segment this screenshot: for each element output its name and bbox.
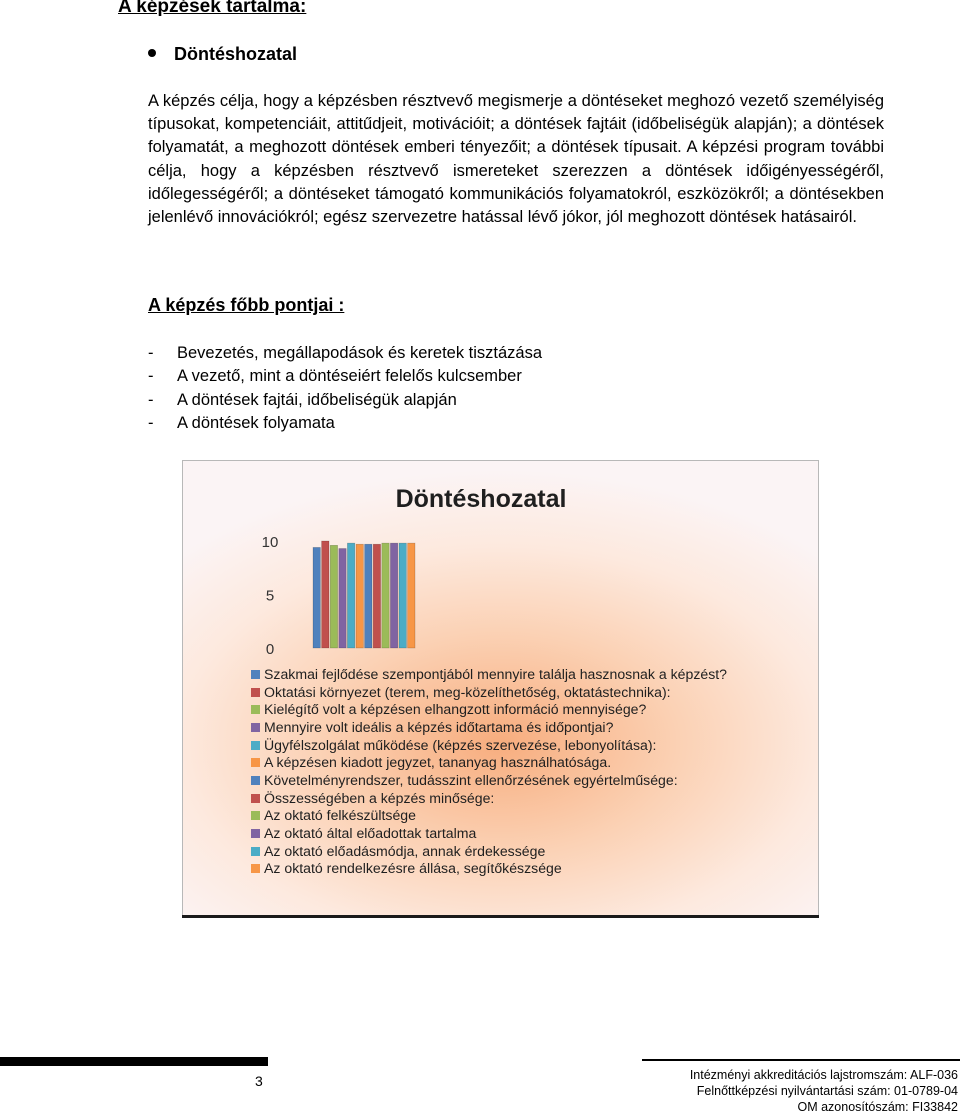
legend-label: A képzésen kiadott jegyzet, tananyag használhatósága.	[264, 754, 612, 771]
legend-item	[251, 701, 727, 719]
legend-swatch	[251, 776, 260, 785]
legend-label: Összességében a képzés minősége:	[264, 789, 495, 806]
section-heading: A képzések tartalma:	[118, 0, 307, 17]
footer-line: OM azonosítószám: FI33842	[797, 1100, 958, 1114]
main-point-item	[148, 412, 542, 435]
bullet-dot-icon	[148, 49, 156, 57]
y-tick-label: 10	[261, 534, 279, 551]
dash-marker: -	[148, 390, 154, 409]
footer-line: Felnőttképzési nyilvántartási szám: 01-0789-04	[696, 1084, 958, 1098]
chart-container	[182, 460, 819, 916]
chart-bar	[382, 543, 389, 648]
legend-label: Ügyfélszolgálat működése (képzés szervezése, lebonyolítása):	[264, 736, 657, 753]
legend-item	[251, 807, 727, 825]
legend-item	[251, 843, 727, 861]
dash-marker: -	[148, 344, 154, 362]
legend-item	[251, 719, 727, 737]
chart-bar	[365, 544, 372, 648]
legend-swatch	[251, 811, 260, 820]
main-point-item	[148, 342, 542, 365]
main-point-text: Bevezetés, megállapodások és keretek tisztázása	[177, 344, 543, 362]
legend-item	[251, 772, 727, 790]
chart-bar	[390, 543, 397, 648]
legend-item	[251, 684, 727, 702]
y-tick-label: 5	[265, 587, 275, 605]
chart-bar	[399, 543, 406, 648]
dash-marker: -	[148, 367, 154, 386]
legend-label: Kielégítő volt a képzésen elhangzott információ mennyisége?	[264, 701, 647, 718]
legend-item	[251, 754, 727, 772]
legend-label: Követelményrendszer, tudásszint ellenőrzésének egyértelműsége:	[264, 771, 678, 788]
main-point-text: A vezető, mint a döntéseiért felelős kulcsember	[177, 367, 522, 386]
topic-title: Döntéshozatal	[174, 44, 298, 64]
chart-bar	[347, 543, 354, 648]
legend-swatch	[251, 705, 260, 714]
description-paragraph: A képzés célja, hogy a képzésben résztvevő megismerje a döntéseket meghozó vezető személyiség típusokat, kompetenciáit, attitűdjeit, motivációit; a döntések fajtáit (időbeliségük alapján); a döntések folyamatát, a meghozott döntések emberi tényezőit; a döntések típusait. A képzési program további célja, hogy a képzésben résztvevő ismereteket szerezzen a döntések időigényességéről, időlegességéről; a döntéseket támogató kommunikációs folyamatokról, eszközökről; a döntésekben jelenlévő innovációkról; egész szervezetre hatással lévő jókor, jól meghozott döntések hatásairól.	[148, 92, 884, 227]
legend-label: Az oktató által előadottak tartalma	[264, 824, 477, 841]
chart-bar	[330, 545, 337, 648]
page-number: 3	[255, 1073, 263, 1089]
footer-line: Intézményi akkreditációs lajstromszám: ALF-036	[689, 1068, 958, 1082]
dash-marker: -	[148, 413, 154, 432]
legend-swatch	[251, 688, 260, 697]
legend-label: Szakmai fejlődése szempontjából mennyire találja hasznosnak a képzést?	[264, 666, 728, 682]
chart-title: Döntéshozatal	[395, 485, 567, 513]
main-points-title: A képzés főbb pontjai :	[148, 295, 345, 315]
chart-bar	[339, 549, 346, 649]
chart-legend	[251, 666, 727, 878]
legend-item	[251, 790, 727, 808]
legend-swatch	[251, 864, 260, 873]
legend-swatch	[251, 758, 260, 767]
chart-bar	[313, 547, 320, 648]
footer-divider-right	[642, 1059, 960, 1061]
legend-swatch	[251, 670, 260, 679]
legend-label: Az oktató rendelkezésre állása, segítőkészsége	[264, 860, 562, 877]
main-point-text: A döntések fajtái, időbeliségük alapján	[177, 390, 457, 409]
legend-swatch	[251, 829, 260, 838]
legend-label: Mennyire volt ideális a képzés időtartama és időpontjai?	[264, 718, 614, 735]
chart-underline-divider	[182, 915, 819, 918]
chart-bar	[322, 541, 329, 648]
main-point-item	[148, 389, 542, 412]
legend-label: Az oktató felkészültsége	[264, 807, 416, 824]
footer-accreditation-info	[690, 1067, 958, 1115]
legend-swatch	[251, 723, 260, 732]
chart-bar	[408, 543, 415, 648]
topic-bullet	[148, 44, 297, 65]
legend-swatch	[251, 847, 260, 856]
legend-swatch	[251, 794, 260, 803]
main-point-item	[148, 365, 542, 388]
chart-bar	[373, 544, 380, 648]
main-points-list	[148, 342, 542, 435]
legend-item	[251, 737, 727, 755]
legend-swatch	[251, 741, 260, 750]
main-point-text: A döntések folyamata	[177, 413, 335, 432]
footer-divider-left	[0, 1057, 268, 1066]
legend-label: Az oktató előadásmódja, annak érdekessége	[264, 842, 546, 859]
chart-bar	[356, 544, 363, 648]
legend-item	[251, 666, 727, 684]
y-tick-label: 0	[265, 641, 275, 658]
legend-label: Oktatási környezet (terem, meg-közelíthetőség, oktatástechnika):	[264, 683, 671, 700]
legend-item	[251, 860, 727, 878]
legend-item	[251, 825, 727, 843]
